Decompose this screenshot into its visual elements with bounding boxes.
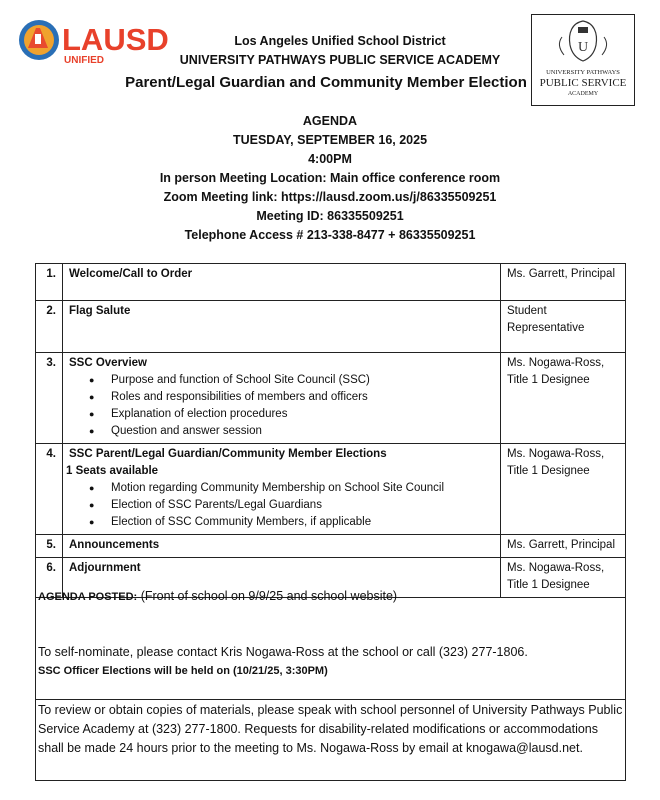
- officer-elections-text: SSC Officer Elections will be held on (10/21/25, 3:30PM): [38, 665, 328, 677]
- item-title: Flag Salute: [69, 305, 131, 317]
- school-logo-line3: ACADEMY: [567, 91, 599, 97]
- item-title: SSC Parent/Legal Guardian/Community Member Elections: [69, 448, 387, 460]
- agenda-table: [35, 263, 626, 598]
- meeting-location: In person Meeting Location: Main office conference room: [159, 171, 501, 185]
- agenda-row: [36, 301, 626, 353]
- item-presenter: Ms. Nogawa-Ross, Title 1 Designee: [501, 558, 626, 598]
- item-number: 3.: [36, 353, 63, 444]
- item-title: Announcements: [69, 539, 160, 551]
- posted-section: [35, 585, 626, 700]
- item-title: SSC Overview: [69, 357, 147, 369]
- item-number: 2.: [36, 301, 63, 353]
- item-bullets: [66, 480, 494, 531]
- meeting-date: TUESDAY, SEPTEMBER 16, 2025: [232, 133, 428, 147]
- agenda-row: [36, 444, 626, 535]
- item-presenter: Ms. Nogawa-Ross, Title 1 Designee: [501, 353, 626, 444]
- agenda-label: AGENDA: [302, 114, 358, 128]
- school-logo: [531, 14, 635, 106]
- item-title: Welcome/Call to Order: [69, 268, 193, 280]
- item-title: Adjournment: [69, 562, 141, 574]
- list-item: ● Purpose and function of School Site Council (SSC): [111, 372, 494, 389]
- telephone-access: Telephone Access # 213-338-8477 + 86335509251: [184, 228, 476, 242]
- lausd-logo-sub: UNIFIED: [64, 55, 104, 66]
- item-subtitle: 1 Seats available: [66, 465, 159, 477]
- item-cell: [63, 535, 501, 558]
- item-number: 4.: [36, 444, 63, 535]
- item-number: 6.: [36, 558, 63, 598]
- list-item: ● Motion regarding Community Membership on School Site Council: [111, 480, 494, 497]
- page-title: Parent/Legal Guardian and Community Member Election: [125, 74, 527, 91]
- posted-text: (Front of school on 9/9/25 and school website): [140, 589, 398, 603]
- item-cell: [63, 301, 501, 353]
- district-name: Los Angeles Unified School District: [234, 34, 446, 48]
- item-cell: [63, 353, 501, 444]
- item-presenter: Ms. Garrett, Principal: [501, 535, 626, 558]
- zoom-link[interactable]: Zoom Meeting link: https://lausd.zoom.us/j/86335509251: [163, 190, 497, 204]
- meeting-time: 4:00PM: [308, 152, 352, 166]
- item-number: 5.: [36, 535, 63, 558]
- materials-section: [35, 700, 626, 781]
- self-nominate-text: To self-nominate, please contact Kris Nogawa-Ross at the school or call (323) 277-1806.: [38, 645, 528, 659]
- list-item: ● Election of SSC Community Members, if applicable: [111, 514, 494, 531]
- agenda-row: [36, 353, 626, 444]
- list-item: ● Question and answer session: [111, 423, 494, 440]
- item-number: 1.: [36, 264, 63, 301]
- list-item: ● Explanation of election procedures: [111, 406, 494, 423]
- svg-text:U: U: [577, 40, 589, 55]
- agenda-row: [36, 535, 626, 558]
- lausd-logo-text: LAUSD: [62, 22, 169, 57]
- school-name: UNIVERSITY PATHWAYS PUBLIC SERVICE ACADEMY: [179, 53, 501, 67]
- agenda-row: [36, 264, 626, 301]
- meeting-id: Meeting ID: 86335509251: [256, 209, 404, 223]
- item-presenter: Ms. Nogawa-Ross, Title 1 Designee: [501, 444, 626, 535]
- item-cell: [63, 444, 501, 535]
- item-bullets: [69, 372, 494, 440]
- school-logo-line2: PUBLIC SERVICE: [539, 77, 627, 89]
- school-logo-line1: UNIVERSITY PATHWAYS: [546, 69, 620, 76]
- item-presenter: Student Representative: [501, 301, 626, 353]
- list-item: ● Roles and responsibilities of members and officers: [111, 389, 494, 406]
- item-cell: [63, 264, 501, 301]
- list-item: ● Election of SSC Parents/Legal Guardians: [111, 497, 494, 514]
- item-presenter: Ms. Garrett, Principal: [501, 264, 626, 301]
- posted-label: AGENDA POSTED:: [38, 591, 138, 603]
- materials-text: To review or obtain copies of materials, please speak with school personnel of University Pathways Public Service Academy at (323) 277-1800. Requests for disability-related modifications or accommodations shall be made 24 hours prior to the meeting to Ms. Nogawa-Ross by email at knogawa@lausd.net.: [38, 703, 623, 755]
